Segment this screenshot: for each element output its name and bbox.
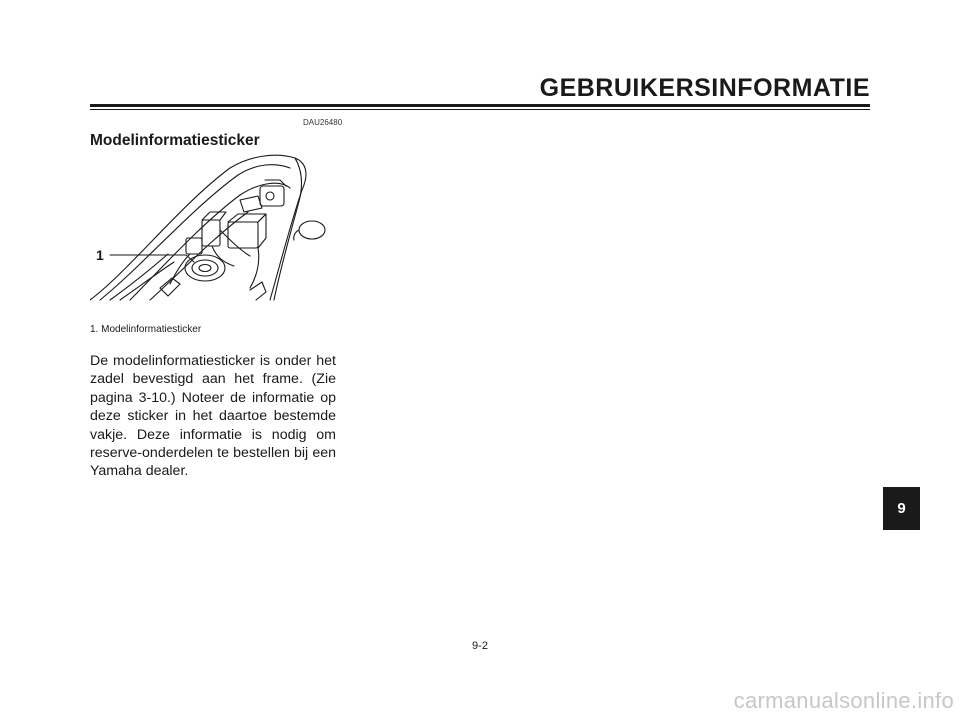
watermark: carmanualsonline.info: [733, 688, 954, 713]
section-heading: Modelinformatiesticker: [90, 132, 260, 149]
section-title: GEBRUIKERSINFORMATIE: [539, 74, 870, 102]
document-code: DAU26480: [303, 118, 343, 127]
body-paragraph: De modelinformatiesticker is onder het zadel bevestigd aan het frame. (Zie pagina 3-10.) Noteer de informatie op deze sticker in het daartoe bestemde vakje. Deze informatie is nodig om reserve-onderdelen te bestellen bij een Yamaha dealer.: [90, 353, 336, 480]
figure-caption: 1. Modelinformatiesticker: [90, 324, 202, 335]
figure: [90, 150, 340, 318]
figure-callout-number: 1: [96, 247, 104, 263]
header-rule-thin: [90, 109, 870, 110]
page-number: 9-2: [472, 640, 488, 652]
header-rule-thick: [90, 104, 870, 107]
motorcycle-seat-compartment-illustration: [90, 150, 340, 318]
chapter-tab: 9: [883, 487, 920, 530]
